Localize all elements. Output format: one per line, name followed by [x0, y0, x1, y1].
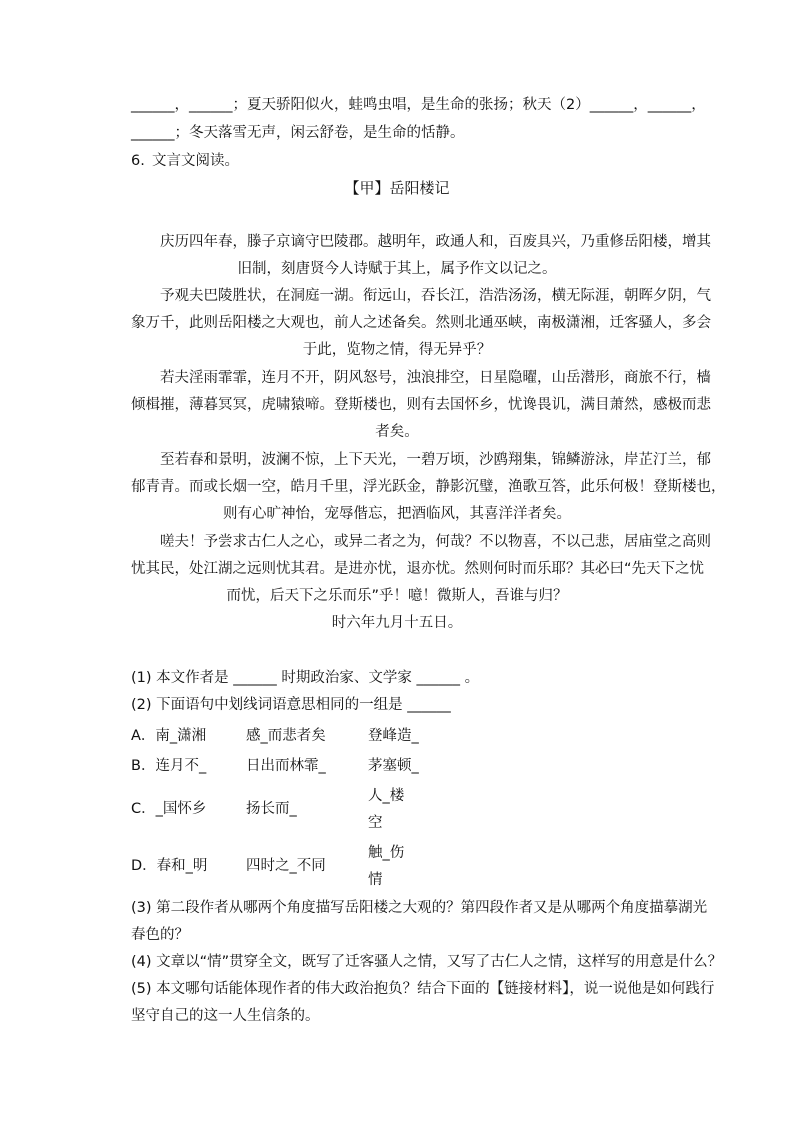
option-b-col3: 茅塞顿_ — [368, 758, 419, 774]
passage-line: 至若春和景明，波澜不惊，上下天光，一碧万顷，沙鸥翔集，锦鳞游泳，岸芷汀兰，郁 — [160, 452, 711, 468]
passage-date: 时六年九月十五日。 — [331, 615, 463, 631]
option-b-label: B．连月不_ — [131, 758, 207, 774]
sub-question-3-line1: (3) 第二段作者从哪两个角度描写岳阳楼之大观的？第四段作者又是从哪两个角度描摹湖光 — [131, 900, 708, 916]
passage-line: 庆历四年春，滕子京谪守巴陵郡。越明年，政通人和，百废具兴，乃重修岳阳楼，增其 — [160, 234, 711, 250]
sub-question-2: (2) 下面语句中划线词语意思相同的一组是 ______ — [131, 697, 451, 713]
option-c-col3-line1: 人_楼 — [368, 788, 405, 804]
option-d-label: D．春和_明 — [131, 858, 208, 874]
option-d-col3-line1: 触_伤 — [368, 845, 405, 861]
option-a-col2: 感_而悲者矣 — [246, 728, 326, 744]
sub-question-1: (1) 本文作者是 ______ 时期政治家、文学家 ______ 。 — [131, 670, 480, 686]
passage-line: 而忧，后天下之乐而乐”乎！噫！微斯人，吾谁与归？ — [226, 588, 568, 604]
option-c-col3-line2: 空 — [368, 815, 383, 831]
passage-title: 【甲】岳阳楼记 — [344, 179, 450, 197]
passage-line: 倾楫摧，薄暮冥冥，虎啸猿啼。登斯楼也，则有去国怀乡，忧谗畏讥，满目萧然，感极而悲 — [131, 397, 711, 413]
sub-question-4: (4) 文章以“情”贯穿全文，既写了迁客骚人之情，又写了古仁人之情，这样写的用意是什么？ — [131, 954, 723, 970]
passage-line: 郁青青。而或长烟一空，皓月千里，浮光跃金，静影沉璧，渔歌互答，此乐何极！登斯楼也， — [131, 479, 726, 495]
passage-line: 则有心旷神怡，宠辱偕忘，把酒临风，其喜洋洋者矣。 — [223, 506, 571, 522]
option-a-col3: 登峰造_ — [368, 728, 419, 744]
fill-blank-line-1: ______，______；夏天骄阳似火，蛙鸣虫唱，是生命的张扬；秋天（2）______，______， — [131, 97, 706, 113]
option-c-label: C．_国怀乡 — [131, 801, 207, 817]
passage-line: 旧制，刻唐贤今人诗赋于其上，属予作文以记之。 — [237, 261, 557, 277]
option-d-col2: 四时之_不同 — [246, 858, 326, 874]
option-a-label: A．南_潇湘 — [131, 728, 207, 744]
passage-line: 忧其民，处江湖之远则忧其君。是进亦忧，退亦忧。然则何时而乐耶？其必曰“先天下之忧 — [131, 561, 705, 577]
fill-blank-line-2: ______；冬天落雪无声，闲云舒卷，是生命的恬静。 — [131, 125, 465, 141]
passage-line: 者矣。 — [375, 424, 419, 440]
option-c-col2: 扬长而_ — [246, 801, 297, 817]
passage-line: 于此，览物之情，得无异乎？ — [302, 342, 492, 358]
passage-line: 予观夫巴陵胜状，在洞庭一湖。衔远山，吞长江，浩浩汤汤，横无际涯，朝晖夕阴，气 — [160, 288, 711, 304]
question-6-number: 6. — [131, 153, 145, 169]
passage-line: 嗟夫！予尝求古仁人之心，或异二者之为，何哉？不以物喜，不以己悲，居庙堂之高则 — [160, 534, 711, 550]
option-d-col3-line2: 情 — [368, 872, 383, 888]
question-6-label: 文言文阅读。 — [152, 153, 239, 169]
sub-question-5-line1: (5) 本文哪句话能体现作者的伟大政治抱负？结合下面的【链接材料】，说一说他是如何践行 — [131, 981, 715, 997]
sub-question-3-line2: 春色的？ — [131, 927, 189, 943]
option-b-col2: 日出而林霏_ — [246, 758, 326, 774]
passage-line: 象万千，此则岳阳楼之大观也，前人之述备矣。然则北通巫峡，南极潇湘，迁客骚人，多会 — [131, 315, 711, 331]
sub-question-5-line2: 坚守自己的这一人生信条的。 — [131, 1008, 320, 1024]
passage-line: 若夫淫雨霏霏，连月不开，阴风怒号，浊浪排空，日星隐曜，山岳潜形，商旅不行，樯 — [160, 370, 711, 386]
